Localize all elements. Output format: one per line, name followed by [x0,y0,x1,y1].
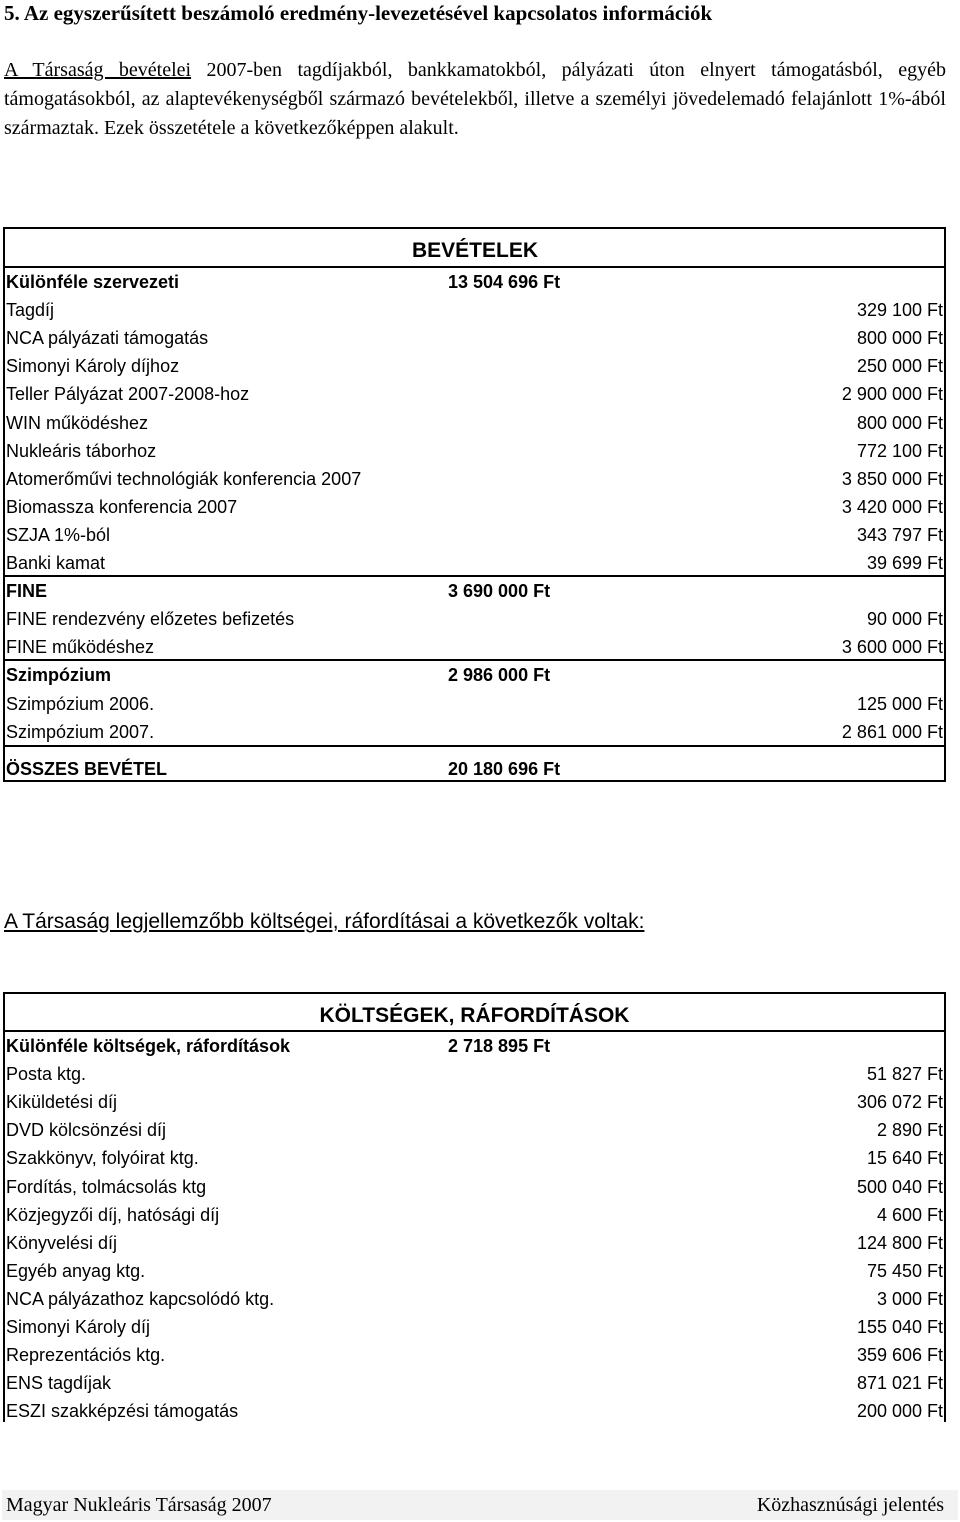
revenue-amount: 125 000 Ft [856,693,943,714]
revenue-total-row [5,755,944,783]
revenue-subtotal: 13 504 696 Ft [448,272,561,292]
costs-item-row [5,1229,944,1257]
costs-label: NCA pályázathoz kapcsolódó ktg. [6,1288,275,1309]
costs-label: Fordítás, tolmácsolás ktg [6,1176,207,1197]
costs-label: Simonyi Károly díj [6,1317,151,1337]
costs-amount: 124 800 Ft [856,1232,943,1253]
revenue-label: Biomassza konferencia 2007 [6,496,238,517]
revenue-item-row [5,493,944,521]
costs-heading: A Társaság legjellemzőbb költségei, ráfordításai a következők voltak: [4,910,645,933]
revenue-item-row [5,380,944,408]
revenue-item-row [5,549,944,577]
costs-item-row [5,1257,944,1285]
revenue-label: Nukleáris táborhoz [6,440,157,461]
costs-label: Közjegyzői díj, hatósági díj [6,1204,220,1225]
costs-amount: 4 600 Ft [876,1204,943,1225]
revenue-amount: 250 000 Ft [856,356,943,377]
revenue-item-row [5,324,944,352]
revenue-item-row [5,605,944,633]
costs-label: Különféle költségek, ráfordítások [6,1036,291,1056]
revenue-label: WIN működéshez [6,412,149,433]
revenue-amount: 2 900 000 Ft [841,384,943,405]
revenue-label: Szimpózium 2006. [6,693,155,714]
costs-item-row [5,1369,944,1397]
revenue-total-rule [5,745,944,747]
revenue-subtotal: 3 690 000 Ft [448,581,551,602]
revenue-amount: 800 000 Ft [856,412,943,433]
section-heading: 5. Az egyszerűsített beszámoló eredmény-levezetésével kapcsolatos információk [4,1,713,25]
revenue-group-row [5,268,944,296]
costs-item-row [5,1397,944,1425]
revenue-item-row [5,409,944,437]
revenue-item-row [5,633,944,661]
revenue-amount: 3 600 000 Ft [841,637,943,658]
revenue-amount: 3 850 000 Ft [841,468,943,489]
costs-label: Egyéb anyag ktg. [6,1260,146,1281]
revenue-amount: 343 797 Ft [856,524,943,545]
costs-item-row [5,1116,944,1144]
revenue-label: Banki kamat [6,553,106,573]
costs-amount: 200 000 Ft [856,1401,943,1422]
costs-item-row [5,1313,944,1341]
revenue-item-row [5,296,944,324]
revenue-item-row [5,465,944,493]
revenue-amount: 800 000 Ft [856,328,943,349]
costs-label: Reprezentációs ktg. [6,1345,166,1366]
costs-amount: 51 827 Ft [866,1064,943,1085]
revenue-total-label: ÖSSZES BEVÉTEL [6,759,168,779]
revenue-label: Szimpózium [6,665,112,686]
costs-amount: 75 450 Ft [866,1260,943,1281]
revenue-amount: 772 100 Ft [856,440,943,461]
footer-right: Közhasznúsági jelentés [756,1494,944,1516]
costs-label: Posta ktg. [6,1064,87,1085]
revenue-amount: 90 000 Ft [866,609,943,630]
revenue-table [3,227,946,782]
revenue-amount: 39 699 Ft [866,553,943,573]
revenue-label: Simonyi Károly díjhoz [6,356,180,377]
costs-label: Kiküldetési díj [6,1092,118,1113]
revenue-label: Szimpózium 2007. [6,721,155,742]
revenue-group-row [5,577,944,605]
revenue-label: FINE rendezvény előzetes befizetés [6,609,295,630]
revenue-label: SZJA 1%-ból [6,524,111,545]
costs-amount: 359 606 Ft [856,1345,943,1366]
costs-amount: 2 890 Ft [876,1120,943,1141]
costs-table [3,992,946,1422]
revenue-amount: 2 861 000 Ft [841,721,943,742]
costs-amount: 155 040 Ft [856,1317,943,1337]
revenue-table-title: BEVÉTELEK [411,239,539,262]
revenue-label: Teller Pályázat 2007-2008-hoz [6,384,250,405]
intro-underlined-phrase: A Társaság bevételei [4,59,192,81]
revenue-label: FINE [6,581,48,602]
costs-item-row [5,1341,944,1369]
page-footer [2,1490,958,1520]
costs-item-row [5,1088,944,1116]
costs-label: Könyvelési díj [6,1232,118,1253]
revenue-group-row [5,661,944,689]
revenue-label: Atomerőművi technológiák konferencia 2007 [6,468,362,489]
revenue-total-value: 20 180 696 Ft [448,759,561,779]
revenue-label: FINE működéshez [6,637,155,658]
intro-text: 2007-ben tagdíjakból, bankkamatokból, pályázati úton elnyert támogatásból, egyéb támogatásokból, az alaptevékenységből származó bevételekből, illetve a személyi jövedelemadó felajánlott 1%-ából származtak. Ezek összetétele a következőképpen alakult. [4,59,946,139]
costs-label: Szakkönyv, folyóirat ktg. [6,1148,199,1169]
revenue-item-row [5,690,944,718]
costs-amount: 15 640 Ft [866,1148,943,1169]
revenue-item-row [5,352,944,380]
revenue-amount: 3 420 000 Ft [841,496,943,517]
revenue-label: Különféle szervezeti [6,272,180,292]
revenue-item-row [5,718,944,746]
costs-item-row [5,1201,944,1229]
costs-label: ESZI szakképzési támogatás [6,1401,239,1422]
costs-label: ENS tagdíjak [6,1373,112,1394]
revenue-label: NCA pályázati támogatás [6,328,209,349]
costs-item-row [5,1285,944,1313]
revenue-subtotal: 2 986 000 Ft [448,665,551,686]
costs-item-row [5,1144,944,1172]
costs-amount: 306 072 Ft [856,1092,943,1113]
costs-table-title: KÖLTSÉGEK, RÁFORDÍTÁSOK [319,1004,630,1027]
costs-amount: 3 000 Ft [876,1288,943,1309]
costs-group-row [5,1032,944,1060]
costs-item-row [5,1060,944,1088]
costs-amount: 500 040 Ft [856,1176,943,1197]
intro-paragraph [4,56,946,143]
revenue-amount: 329 100 Ft [856,300,943,321]
costs-label: DVD kölcsönzési díj [6,1120,167,1141]
revenue-item-row [5,437,944,465]
costs-item-row [5,1173,944,1201]
revenue-label: Tagdíj [6,300,55,321]
costs-subtotal: 2 718 895 Ft [448,1036,551,1056]
footer-left: Magyar Nukleáris Társaság 2007 [6,1494,272,1516]
revenue-item-row [5,521,944,549]
costs-amount: 871 021 Ft [856,1373,943,1394]
